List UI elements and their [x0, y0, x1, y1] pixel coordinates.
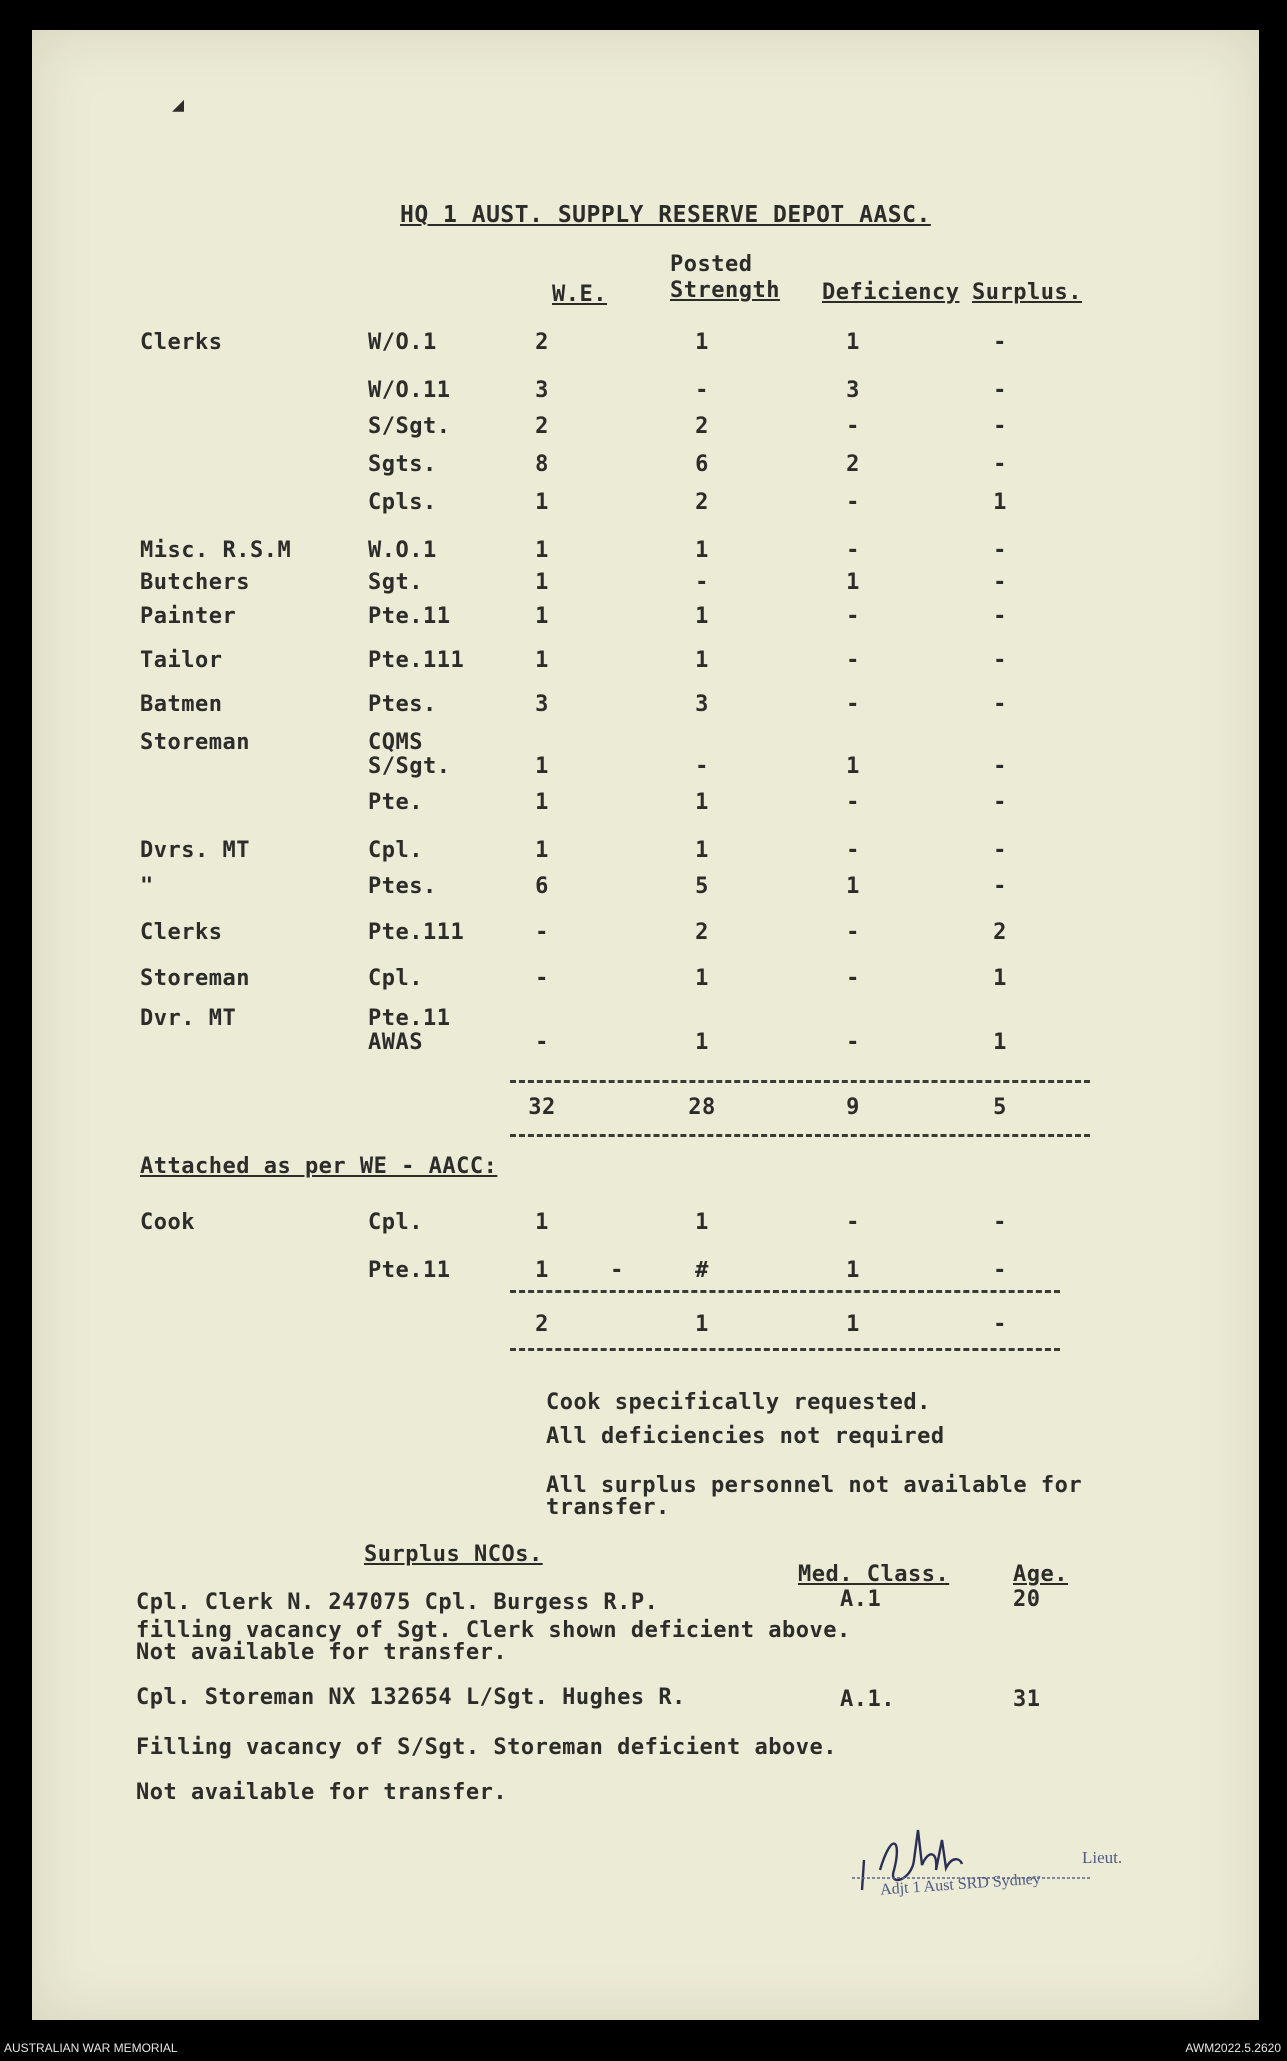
row-deficiency: 1 [846, 330, 860, 355]
surplus-1-line2: filling vacancy of Sgt. Clerk shown deficient above. [136, 1618, 851, 1643]
row-deficiency: - [846, 920, 860, 945]
row-surplus: - [993, 838, 1007, 863]
row-we: 1 [535, 538, 549, 563]
attached-posted: 1 [695, 1210, 709, 1235]
row-rank: Pte.11 [368, 1006, 451, 1031]
surplus-2-age: 31 [1013, 1687, 1041, 1712]
attached-we: 1 [535, 1258, 549, 1283]
attached-surplus: - [993, 1210, 1007, 1235]
row-deficiency: 3 [846, 378, 860, 403]
row-deficiency: 1 [846, 874, 860, 899]
row-we: 1 [535, 604, 549, 629]
header-we: W.E. [552, 282, 607, 307]
attached-heading: Attached as per WE - AACC: [140, 1154, 498, 1179]
row-rank: Pte. [368, 790, 423, 815]
row-we: 6 [535, 874, 549, 899]
row-surplus: - [993, 570, 1007, 595]
row-rank: Ptes. [368, 692, 437, 717]
row-deficiency: 2 [846, 452, 860, 477]
row-deficiency: - [846, 414, 860, 439]
row-we: 1 [535, 754, 549, 779]
row-posted: 2 [695, 414, 709, 439]
footer-right: AWM2022.5.2620 [1185, 2041, 1281, 2055]
attached-surplus: - [993, 1258, 1007, 1283]
total-rule-top [510, 1080, 1090, 1083]
note-surplus: All surplus personnel not available for [546, 1473, 1083, 1498]
row-surplus: 1 [993, 490, 1007, 515]
row-rank: S/Sgt. [368, 414, 451, 439]
header-posted: Posted [670, 252, 753, 277]
total-surplus: 5 [993, 1095, 1007, 1120]
header-deficiency: Deficiency [822, 280, 960, 305]
attached-total-surplus: - [993, 1312, 1007, 1337]
row-surplus: 1 [993, 966, 1007, 991]
row-surplus: - [993, 538, 1007, 563]
row-rank: Sgts. [368, 452, 437, 477]
signature-title: Adjt 1 Aust SRD Sydney [879, 1870, 1042, 1899]
row-posted: 1 [695, 604, 709, 629]
row-surplus: - [993, 692, 1007, 717]
row-deficiency: - [846, 490, 860, 515]
surplus-2-line2: Filling vacancy of S/Sgt. Storeman deficient above. [136, 1735, 838, 1760]
attached-rank: Cpl. [368, 1210, 423, 1235]
row-we: 1 [535, 648, 549, 673]
row-deficiency: 1 [846, 754, 860, 779]
footer-left: AUSTRALIAN WAR MEMORIAL [4, 2041, 178, 2055]
row-surplus: - [993, 604, 1007, 629]
surplus-1-line1: Cpl. Clerk N. 247075 Cpl. Burgess R.P. [136, 1590, 659, 1615]
row-role: Misc. R.S.M [140, 538, 292, 563]
note-deficiencies: All deficiencies not required [546, 1424, 945, 1449]
row-deficiency: - [846, 966, 860, 991]
surplus-2-line3: Not available for transfer. [136, 1780, 508, 1805]
attached-deficiency: - [846, 1210, 860, 1235]
surplus-2-med: A.1. [840, 1687, 895, 1712]
total-rule-bottom [510, 1134, 1090, 1137]
row-posted: - [695, 378, 709, 403]
row-we: 1 [535, 490, 549, 515]
signature-rank: Lieut. [1082, 1848, 1123, 1867]
row-we: 1 [535, 838, 549, 863]
handwritten-signature [852, 1820, 1132, 1920]
row-we: 1 [535, 570, 549, 595]
row-deficiency: - [846, 538, 860, 563]
row-surplus: 2 [993, 920, 1007, 945]
row-posted: - [695, 754, 709, 779]
row-posted: 1 [695, 790, 709, 815]
attached-rank: Pte.11 [368, 1258, 451, 1283]
attached-total-posted: 1 [695, 1312, 709, 1337]
header-surplus: Surplus. [972, 280, 1082, 305]
row-we: 3 [535, 378, 549, 403]
attached-total-deficiency: 1 [846, 1312, 860, 1337]
row-we: 8 [535, 452, 549, 477]
row-surplus: - [993, 330, 1007, 355]
row-role: Clerks [140, 330, 223, 355]
row-posted: 1 [695, 966, 709, 991]
total-we: 32 [528, 1095, 556, 1120]
surplus-age-header: Age. [1013, 1562, 1068, 1587]
surplus-heading: Surplus NCOs. [364, 1542, 543, 1567]
row-rank: W/O.11 [368, 378, 451, 403]
surplus-1-age: 20 [1013, 1587, 1041, 1612]
row-deficiency: - [846, 604, 860, 629]
row-rank: Pte.11 [368, 604, 451, 629]
surplus-1-med: A.1 [840, 1587, 882, 1612]
row-role: Dvr. MT [140, 1006, 237, 1031]
row-rank: CQMS [368, 730, 423, 755]
row-posted: 2 [695, 490, 709, 515]
row-role: Storeman [140, 966, 250, 991]
row-posted: 1 [695, 330, 709, 355]
document-page [32, 30, 1259, 2020]
row-posted: 1 [695, 838, 709, 863]
signature-block [852, 1820, 1132, 1924]
row-role: Painter [140, 604, 237, 629]
row-deficiency: - [846, 648, 860, 673]
row-role: Batmen [140, 692, 223, 717]
punch-mark: ◢ [172, 92, 185, 116]
row-surplus: - [993, 378, 1007, 403]
attached-total-we: 2 [535, 1312, 549, 1337]
row-rank: Sgt. [368, 570, 423, 595]
row-surplus: - [993, 648, 1007, 673]
attached-rule-top [510, 1290, 1060, 1293]
surplus-med-header: Med. Class. [798, 1562, 950, 1587]
attached-we: 1 [535, 1210, 549, 1235]
attached-posted: # [695, 1258, 709, 1283]
row-posted: 3 [695, 692, 709, 717]
row-surplus: - [993, 790, 1007, 815]
row-posted: 1 [695, 1030, 709, 1055]
surplus-1-line3: Not available for transfer. [136, 1640, 508, 1665]
page-title: HQ 1 AUST. SUPPLY RESERVE DEPOT AASC. [400, 202, 931, 228]
note-cook: Cook specifically requested. [546, 1390, 931, 1415]
attached-extra: - [610, 1258, 624, 1283]
row-role: Storeman [140, 730, 250, 755]
total-posted: 28 [688, 1095, 716, 1120]
attached-role: Cook [140, 1210, 195, 1235]
row-role: Tailor [140, 648, 223, 673]
row-deficiency: - [846, 790, 860, 815]
row-we: 2 [535, 414, 549, 439]
attached-deficiency: 1 [846, 1258, 860, 1283]
row-we: - [535, 1030, 549, 1055]
row-deficiency: - [846, 1030, 860, 1055]
row-deficiency: 1 [846, 570, 860, 595]
row-rank-line2: AWAS [368, 1030, 423, 1055]
row-surplus: - [993, 754, 1007, 779]
row-posted: 6 [695, 452, 709, 477]
row-rank: Pte.111 [368, 920, 465, 945]
row-deficiency: - [846, 692, 860, 717]
row-role: Clerks [140, 920, 223, 945]
row-posted: 2 [695, 920, 709, 945]
row-surplus: - [993, 452, 1007, 477]
row-role: Butchers [140, 570, 250, 595]
row-we: - [535, 966, 549, 991]
row-we: 2 [535, 330, 549, 355]
row-rank: W.O.1 [368, 538, 437, 563]
row-posted: - [695, 570, 709, 595]
row-rank: Pte.111 [368, 648, 465, 673]
row-we: 3 [535, 692, 549, 717]
row-rank: Cpl. [368, 838, 423, 863]
row-surplus: - [993, 874, 1007, 899]
row-rank: Cpl. [368, 966, 423, 991]
surplus-2-line1: Cpl. Storeman NX 132654 L/Sgt. Hughes R. [136, 1685, 686, 1710]
row-rank: Ptes. [368, 874, 437, 899]
row-deficiency: - [846, 838, 860, 863]
row-we: - [535, 920, 549, 945]
row-rank-line2: S/Sgt. [368, 754, 451, 779]
row-surplus: - [993, 414, 1007, 439]
row-posted: 5 [695, 874, 709, 899]
note-transfer: transfer. [546, 1495, 670, 1520]
header-strength: Strength [670, 278, 780, 303]
row-surplus: 1 [993, 1030, 1007, 1055]
row-posted: 1 [695, 538, 709, 563]
row-role: Dvrs. MT [140, 838, 250, 863]
attached-rule-bottom [510, 1348, 1060, 1351]
row-rank: W/O.1 [368, 330, 437, 355]
row-posted: 1 [695, 648, 709, 673]
row-we: 1 [535, 790, 549, 815]
total-deficiency: 9 [846, 1095, 860, 1120]
row-rank: Cpls. [368, 490, 437, 515]
row-role: " [140, 874, 154, 899]
